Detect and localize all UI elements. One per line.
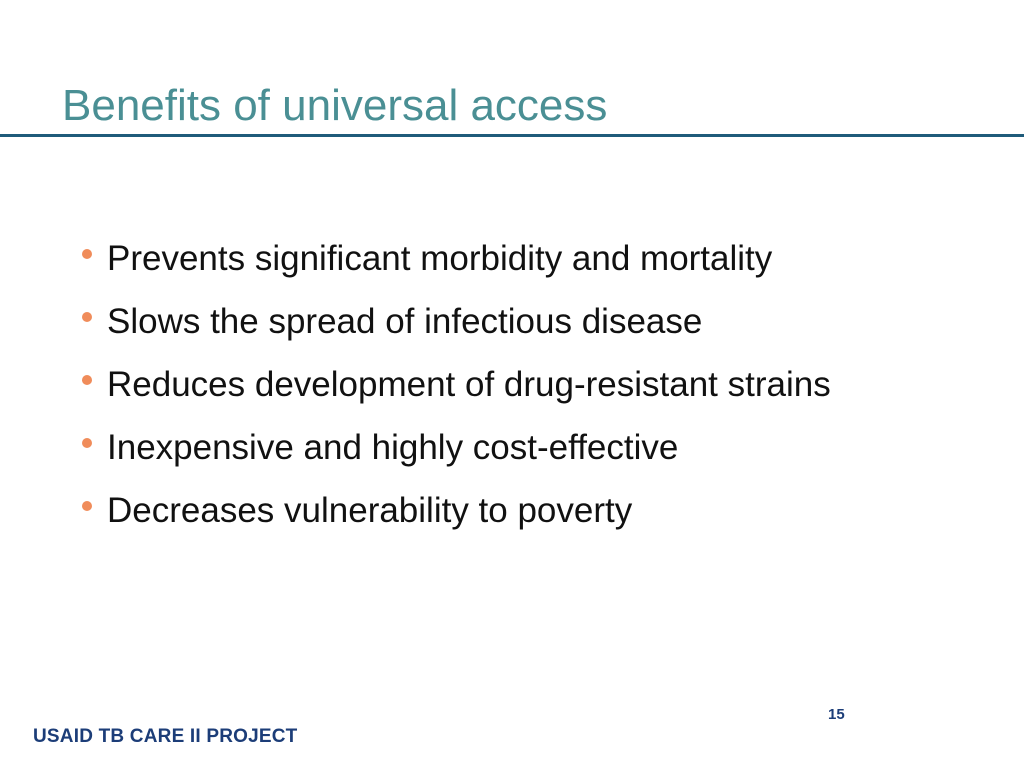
bullet-text: Inexpensive and highly cost-effective — [107, 428, 679, 467]
bullet-text: Slows the spread of infectious disease — [107, 302, 703, 341]
bullet-text: Decreases vulnerability to poverty — [107, 491, 633, 530]
bullet-dot-icon — [82, 501, 92, 511]
bullet-dot-icon — [82, 438, 92, 448]
bullet-dot-icon — [82, 312, 92, 322]
bullet-dot-icon — [82, 249, 92, 259]
page-number: 15 — [828, 706, 845, 723]
bullet-text: Prevents significant morbidity and mortality — [107, 239, 773, 278]
footer-brand: USAID TB CARE II PROJECT — [33, 726, 298, 747]
title-divider — [0, 134, 1024, 137]
bullet-dot-icon — [82, 375, 92, 385]
bullet-text: Reduces development of drug-resistant strains — [107, 365, 831, 404]
slide-title: Benefits of universal access — [62, 81, 608, 130]
